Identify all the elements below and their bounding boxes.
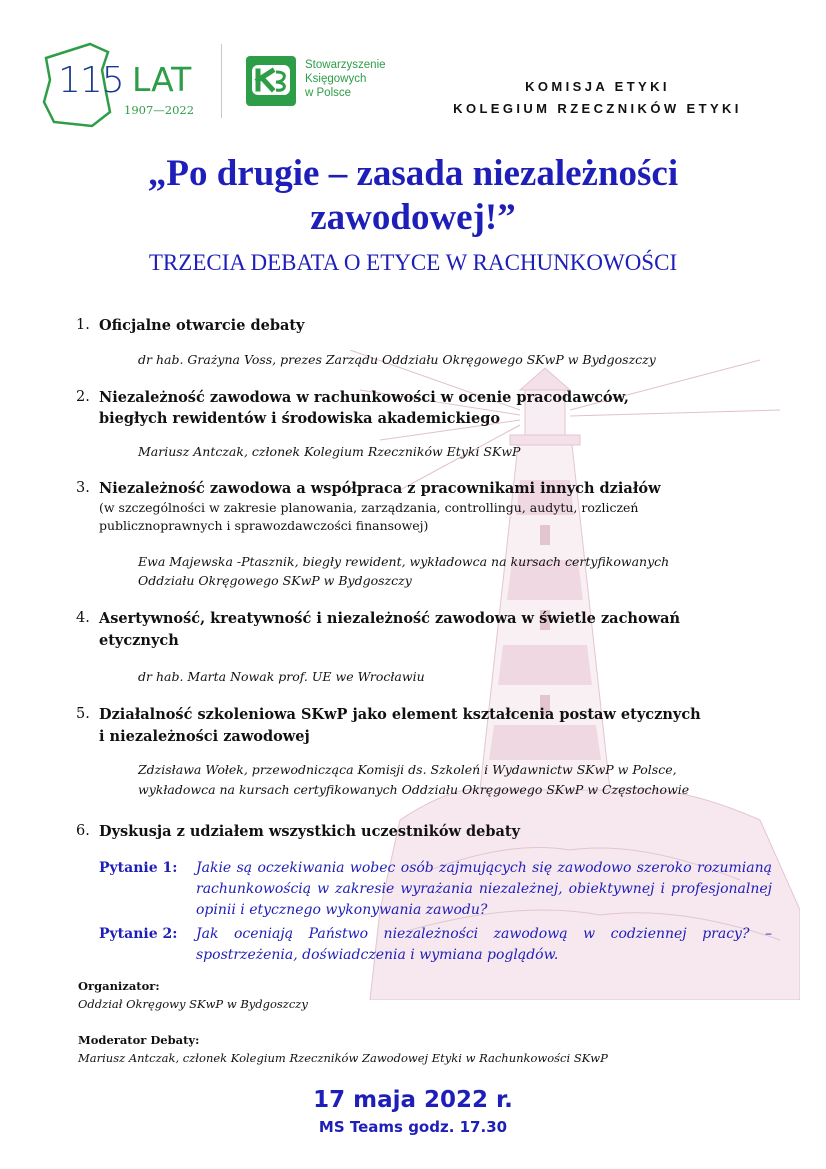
agenda-speaker: dr hab. Grażyna Voss, prezes Zarządu Oddziału Okręgowego SKwP w Bydgoszczy xyxy=(138,352,656,367)
title-line: zawodowej!” xyxy=(310,197,516,238)
agenda-number: 4. xyxy=(76,610,90,626)
organizer-label: Organizator: xyxy=(78,979,160,993)
event-place: MS Teams godz. 17.30 xyxy=(318,1118,508,1136)
agenda-number: 3. xyxy=(76,480,90,496)
anniversary-word: LAT xyxy=(132,60,192,99)
anniversary-logo xyxy=(40,40,220,130)
agenda-heading: i niezależności zawodowej xyxy=(99,728,310,745)
skwp-logo-icon xyxy=(246,56,296,106)
commission-heading xyxy=(430,76,765,120)
anniversary-number: 115 xyxy=(58,60,124,101)
agenda-heading: Dyskusja z udziałem wszystkich uczestników debaty xyxy=(99,823,521,840)
skwp-name xyxy=(305,58,386,100)
agenda-note: publicznoprawnych i sprawozdawczości finansowej) xyxy=(99,518,429,533)
agenda-speaker: Zdzisława Wołek, przewodnicząca Komisji ds. Szkoleń i Wydawnictw SKwP w Polsce, xyxy=(138,762,677,777)
question-label: Pytanie 2: xyxy=(99,926,178,942)
organizer-text: Oddział Okręgowy SKwP w Bydgoszczy xyxy=(78,997,308,1011)
agenda-heading: etycznych xyxy=(99,632,179,649)
agenda-speaker: Ewa Majewska -Ptasznik, biegły rewident, wykładowca na kursach certyfikowanych xyxy=(138,554,670,569)
agenda-speaker: wykładowca na kursach certyfikowanych Oddziału Okręgowego SKwP w Częstochowie xyxy=(138,782,690,797)
agenda-number: 2. xyxy=(76,389,90,405)
agenda-heading: Niezależność zawodowa w rachunkowości w ocenie pracodawców, xyxy=(99,389,629,406)
agenda-speaker: Mariusz Antczak, członek Kolegium Rzeczników Etyki SKwP xyxy=(138,444,521,459)
anniversary-years: 1907—2022 xyxy=(124,103,195,117)
skwp-name-line: Stowarzyszenie xyxy=(305,59,386,71)
agenda-heading: Asertywność, kreatywność i niezależność zawodowa w świetle zachowań xyxy=(99,610,681,627)
agenda-speaker: Oddziału Okręgowego SKwP w Bydgoszczy xyxy=(138,573,412,588)
agenda-heading: Oficjalne otwarcie debaty xyxy=(99,317,305,334)
skwp-name-line: w Polsce xyxy=(305,87,352,99)
commission-line: KOMISJA ETYKI xyxy=(525,79,670,94)
title-line: „Po drugie – zasada niezależności xyxy=(147,153,679,194)
question-label: Pytanie 1: xyxy=(99,860,178,876)
page-subtitle: TRZECIA DEBATA O ETYCE W RACHUNKOWOŚCI xyxy=(148,250,678,275)
agenda-number: 6. xyxy=(76,823,90,839)
agenda-number: 1. xyxy=(76,317,90,333)
agenda-heading: biegłych rewidentów i środowiska akademickiego xyxy=(99,410,501,427)
agenda-number: 5. xyxy=(76,706,90,722)
moderator-label: Moderator Debaty: xyxy=(78,1033,200,1047)
agenda-note: (w szczególności w zakresie planowania, zarządzania, controllingu, audytu, rozliczeń xyxy=(99,500,639,515)
agenda-heading: Niezależność zawodowa a współpraca z pracownikami innych działów xyxy=(99,480,661,497)
page-title xyxy=(60,152,766,240)
event-date: 17 maja 2022 r. xyxy=(313,1087,513,1113)
question-text: Jakie są oczekiwania wobec osób zajmujących się zawodowo szeroko rozumianą rachunkowością w zakresie wyrażania niezależnej, obiektywnej i profesjonalnej opinii i etycznego wykonywania zawodu? xyxy=(196,860,772,918)
agenda-heading: Działalność szkoleniowa SKwP jako element kształcenia postaw etycznych xyxy=(99,706,701,723)
question-text: Jak oceniają Państwo niezależności zawodową w codziennej pracy? – spostrzeżenia, doświadczenia i wymiana poglądów. xyxy=(196,926,772,963)
skwp-name-line: Księgowych xyxy=(305,73,367,85)
commission-line: KOLEGIUM RZECZNIKÓW ETYKI xyxy=(453,101,742,116)
header-divider xyxy=(221,44,222,118)
agenda-speaker: dr hab. Marta Nowak prof. UE we Wrocławiu xyxy=(138,669,425,684)
moderator-text: Mariusz Antczak, członek Kolegium Rzeczników Zawodowej Etyki w Rachunkowości SKwP xyxy=(78,1051,608,1065)
